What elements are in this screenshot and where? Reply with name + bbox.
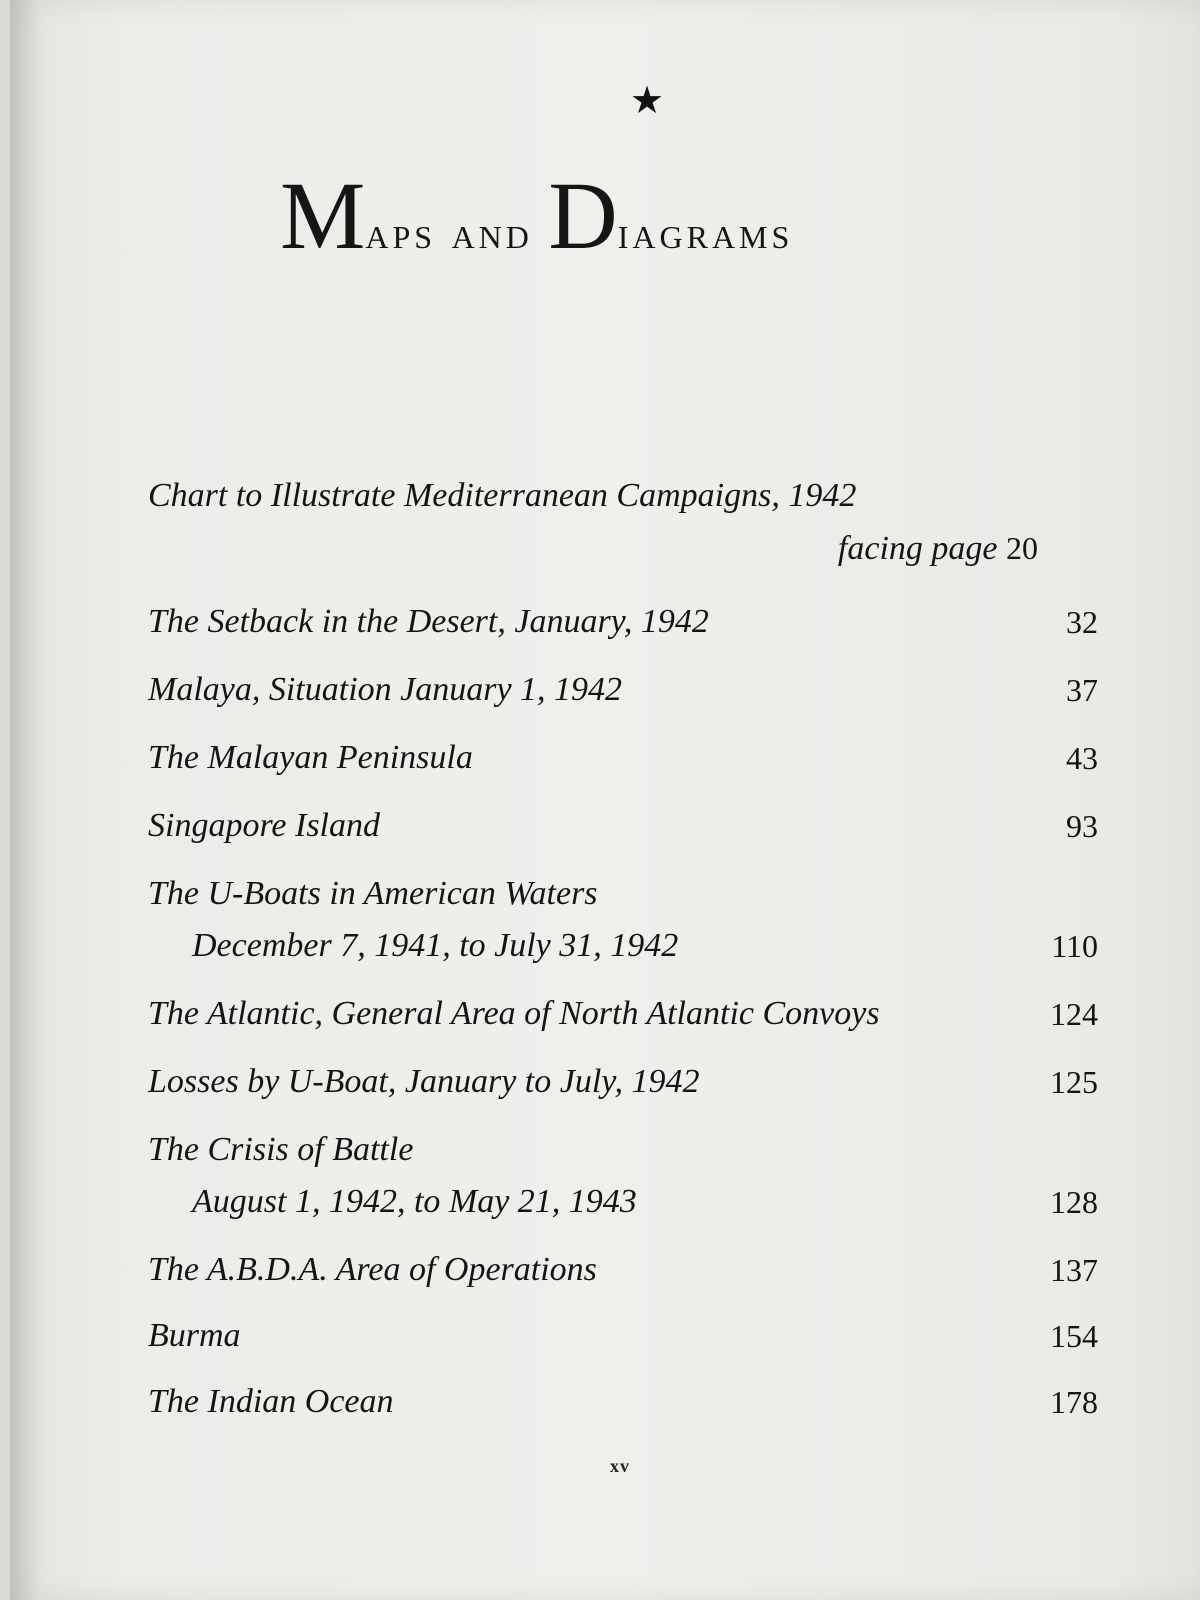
entry-title: Chart to Illustrate Mediterranean Campaigns, 1942 (148, 477, 857, 514)
page-number: 43 (1066, 740, 1098, 776)
entry-title: The Malayan Peninsula (148, 739, 473, 776)
page-number: 124 (1050, 996, 1098, 1032)
facing-label: facing page (837, 530, 998, 567)
list-item (148, 868, 1098, 972)
list-item (148, 596, 1098, 648)
title-part-2: iagrams (617, 207, 794, 258)
entry-title: The A.B.D.A. Area of Operations (148, 1251, 597, 1288)
title-initial-d: D (548, 162, 618, 269)
entry-title: The Atlantic, General Area of North Atlantic Convoys (148, 995, 880, 1032)
entry-title: Malaya, Situation January 1, 1942 (148, 671, 623, 708)
entry-title: The Setback in the Desert, January, 1942 (148, 603, 709, 640)
page-number: 32 (1066, 604, 1098, 640)
list-item (148, 1056, 1098, 1108)
maps-list (148, 470, 1098, 1428)
list-item (148, 732, 1098, 784)
star-ornament-icon: ★ (630, 78, 665, 122)
list-item (148, 800, 1098, 852)
list-item (148, 470, 1098, 574)
list-item (148, 1376, 1098, 1428)
entry-title: The Crisis of Battle (148, 1131, 414, 1168)
page-number: 125 (1050, 1064, 1098, 1100)
list-item (148, 1244, 1098, 1296)
book-page (10, 0, 1200, 1600)
entry-title: Singapore Island (148, 807, 381, 844)
page-number: 37 (1066, 672, 1098, 708)
page-number: 178 (1050, 1384, 1098, 1420)
entry-title: Losses by U-Boat, January to July, 1942 (148, 1063, 700, 1100)
list-item (148, 1124, 1098, 1228)
page-number: 137 (1050, 1252, 1098, 1288)
title-part-1: aps and (365, 207, 549, 258)
entry-title: The U-Boats in American Waters (148, 875, 598, 912)
title-initial-m: M (280, 162, 366, 269)
page-number: 128 (1050, 1184, 1098, 1220)
list-item (148, 988, 1098, 1040)
entry-continuation: December 7, 1941, to July 31, 1942 (192, 927, 679, 964)
entry-title: Burma (148, 1317, 241, 1354)
entry-continuation: August 1, 1942, to May 21, 1943 (192, 1183, 637, 1220)
entry-title: The Indian Ocean (148, 1383, 394, 1420)
page-number: 154 (1050, 1318, 1098, 1354)
list-item (148, 664, 1098, 716)
page-number: 20 (1006, 530, 1038, 566)
list-item (148, 1310, 1098, 1362)
page-number: 93 (1066, 808, 1098, 844)
folio-page-number: xv (610, 1456, 630, 1476)
page-number: 110 (1051, 928, 1098, 964)
facing-page-line (148, 522, 1098, 575)
page-title (280, 160, 1020, 271)
